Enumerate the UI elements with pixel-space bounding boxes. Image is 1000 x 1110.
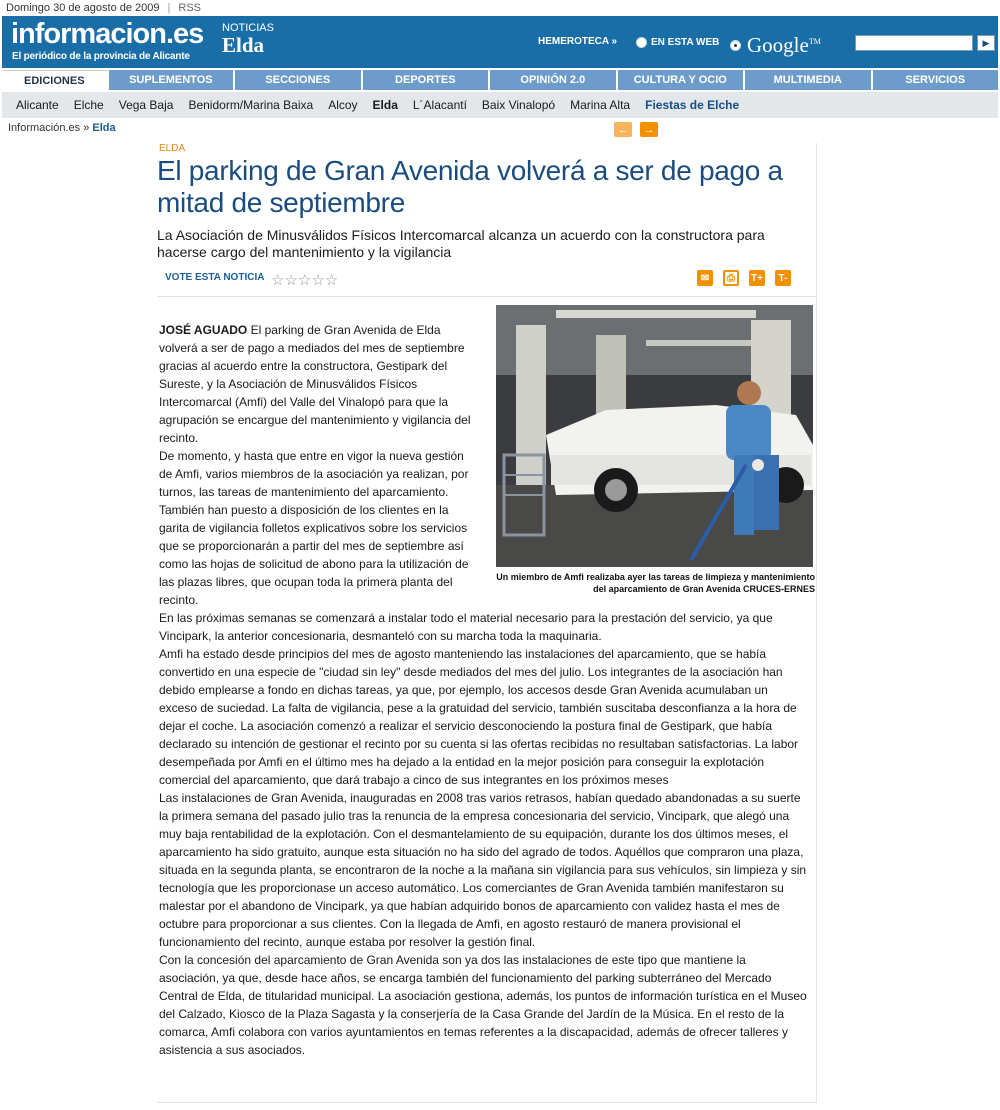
site-logo[interactable] — [2, 16, 207, 68]
search-option-web[interactable] — [636, 37, 719, 48]
nav-tab-multimedia[interactable]: MULTIMEDIA — [745, 70, 870, 90]
google-logo: Google™ — [747, 33, 821, 57]
logo-tagline: El periódico de la provincia de Alicante — [12, 51, 190, 62]
radio-web[interactable] — [636, 37, 647, 48]
divider — [157, 296, 816, 297]
prev-arrow-icon[interactable]: ← — [614, 122, 632, 137]
subnav-item-elda[interactable]: Elda — [372, 98, 398, 112]
subnav-item-fiestas-de-elche[interactable]: Fiestas de Elche — [645, 98, 740, 112]
logo-wordmark: informacion.es — [11, 18, 204, 50]
subnav-item-alicante[interactable]: Alicante — [16, 98, 59, 112]
article-tools — [157, 270, 816, 290]
radio-web-label: EN ESTA WEB — [651, 37, 720, 48]
subnav-item-alcoy[interactable]: Alcoy — [328, 98, 358, 112]
article-subtitle: La Asociación de Minusválidos Físicos Intercomarcal alcanza un acuerdo con la constructora para hacerse cargo del mantenimiento y la vigilancia — [157, 227, 765, 260]
radio-google[interactable] — [730, 40, 741, 51]
search-option-google[interactable] — [730, 33, 821, 58]
font-increase-icon[interactable]: T+ — [749, 270, 765, 286]
search-input[interactable] — [855, 35, 973, 51]
separator: | — [167, 2, 171, 14]
article-headline: El parking de Gran Avenida volverá a ser de pago a mitad de septiembre — [157, 155, 783, 218]
photo-caption: Un miembro de Amfi realizaba ayer las tareas de limpieza y mantenimiento del aparcamiento de Gran Avenida CRUCES-ERNES — [496, 572, 815, 594]
paragraph-1: JOSÉ AGUADO El parking de Gran Avenida de Elda volverá a ser de pago a mediados del mes de septiembre gracias al acuerdo entre la constructora, Gestipark del Sureste, y la Asociación de Minusválidos Físicos Intercomarcal (Amfi) del Valle del Vinalopó para que la agrupación se encargue del mantenimiento y vigilancia del recinto. — [159, 323, 471, 445]
paragraph-3: En las próximas semanas se comenzará a instalar todo el material necesario para la prestación del servicio, ya que Vincipark, la anterior concesionaria, desmanteló con su marcha toda la maquinaria. — [159, 611, 773, 643]
site-header — [2, 16, 998, 68]
nav-tab-servicios[interactable]: SERVICIOS — [873, 70, 998, 90]
article-pager — [614, 122, 658, 137]
star-icon[interactable]: ☆ — [271, 272, 285, 289]
rss-link[interactable]: RSS — [178, 2, 201, 14]
section-city: Elda — [222, 33, 265, 57]
hemeroteca-link[interactable]: HEMEROTECA » — [538, 36, 618, 47]
nav-tab-suplementos[interactable]: SUPLEMENTOS — [109, 70, 234, 90]
star-icon[interactable]: ☆ — [297, 272, 312, 289]
paragraph-2: De momento, y hasta que entre en vigor la nueva gestión de Amfi, varios miembros de la asociación ya realizan, por turnos, las tareas de mantenimiento del aparcamiento. También han puesto a disposición de los clientes en la garita de vigilancia folletos explicativos sobre los servicios que se proporcionarán a partir del mes de septiembre así como las hojas de solicitud de abono para la utilización de las plazas libres, que ocupan toda la primera planta del recinto. — [159, 449, 469, 607]
nav-tab-deportes[interactable]: DEPORTES — [363, 70, 488, 90]
nav-tab-ediciones[interactable]: EDICIONES — [2, 70, 107, 90]
vote-label: VOTE ESTA NOTICIA — [165, 272, 265, 283]
next-arrow-icon[interactable]: → — [640, 122, 658, 137]
print-icon[interactable]: ⎙ — [723, 270, 739, 286]
editions-subnav — [2, 92, 998, 118]
section-kicker: NOTICIAS — [222, 22, 274, 34]
star-icon[interactable]: ☆ — [324, 272, 339, 289]
article-section[interactable]: ELDA — [159, 143, 186, 154]
current-date: Domingo 30 de agosto de 2009 — [6, 2, 160, 14]
paragraph-5: Las instalaciones de Gran Avenida, inauguradas en 2008 tras varios retrasos, habían quedado abandonadas a su suerte la primera semana del pasado julio tras la renuncia de la empresa concesionaria del servicio, Vincipark, que alegó una muy baja rentabilidad de la explotación. Con el desmantelamiento de su equipación, durante los dos últimos meses, el aparcamiento ha sido gratuito, aunque esta situación no ha sido del agrado de todos. Aquéllos que compraron una plaza, situada en la segunda planta, se encontraron de la noche a la mañana sin vigilancia para sus vehículos, sin limpieza y sin tecnología que les proporcionase un acceso automático. Los comerciantes de Gran Avenida también manifestaron su malestar por el abandono de Vincipark, ya que habían adquirido bonos de aparcamiento con validez hasta el mes de octubre para proporcionar a sus clientes. Con la llegada de Amfi, en agosto restauró de manera provisional el funcionamiento del recinto, aunque estaba por resolver la gestión final. — [159, 791, 807, 949]
subnav-item-vega-baja[interactable]: Vega Baja — [118, 98, 174, 112]
subnav-item-elche[interactable]: Elche — [73, 98, 104, 112]
section-title — [222, 22, 274, 58]
main-navigation — [2, 70, 998, 90]
email-icon[interactable]: ✉ — [697, 270, 713, 286]
nav-tab-opini-n-2-0[interactable]: OPINIÓN 2.0 — [490, 70, 615, 90]
subnav-item-marina-alta[interactable]: Marina Alta — [570, 98, 631, 112]
breadcrumb — [8, 122, 116, 134]
rating-stars — [271, 271, 338, 289]
subnav-item-baix-vinalop-[interactable]: Baix Vinalopó — [481, 98, 556, 112]
tool-icons — [697, 270, 791, 286]
breadcrumb-sep: » — [80, 122, 93, 134]
search-go-button[interactable]: ▶ — [977, 35, 995, 51]
paragraph-4: Amfi ha estado desde principios del mes de agosto manteniendo las instalaciones del aparcamiento, que se había convertido en una especie de "ciudad sin ley" desde mediados del mes del julio. Los integrantes de la asociación han debido emplearse a fondo en dichas tareas, ya que, por ejemplo, los accesos desde Gran Avenida acumulaban un exceso de suciedad. La falta de vigilancia, pese a la gratuidad del servicio, también suscitaba desconfianza a la hora de dejar el coche. La asociación comenzó a realizar el servicio desconociendo la postura final de Gestipark, que había declarado su intención de gestionar el recinto por su cuenta si las ofertas recibidas no resultaban satisfactorias. La labor desempeñada por Amfi en el último mes ha dejado a la entidad en la mejor posición para conseguir la explotación comercial del aparcamiento, que dará trabajo a cinco de sus integrantes en los próximos meses — [159, 647, 799, 787]
breadcrumb-current[interactable]: Elda — [92, 122, 116, 134]
star-icon[interactable]: ☆ — [311, 272, 325, 289]
byline: JOSÉ AGUADO — [159, 323, 248, 337]
article-body — [159, 321, 809, 1059]
subnav-item-benidorm-marina-baixa[interactable]: Benidorm/Marina Baixa — [188, 98, 314, 112]
paragraph-6: Con la concesión del aparcamiento de Gran Avenida son ya dos las instalaciones de este tipo que mantiene la asociación, ya que, desde hace años, se encarga también del funcionamiento del parking subterráneo del Mercado Central de Elda, de titularidad municipal. La asociación gestiona, además, los puntos de información turística en el Museo del Calzado, Kiosco de la Plaza Sagasta y la conserjería de la Casa Grande del Jardín de la Música. En el resto de la comarca, Amfi colabora con varios ayuntamientos en temas referentes a la discapacidad, además de ofrecer talleres y asistencia a sus asociados. — [159, 953, 807, 1057]
article — [157, 143, 817, 1103]
star-icon[interactable]: ☆ — [284, 272, 298, 289]
subnav-item-l-alacant-[interactable]: L´Alacantí — [412, 98, 467, 112]
bottom-rule — [157, 1102, 817, 1103]
nav-tab-secciones[interactable]: SECCIONES — [235, 70, 360, 90]
date-bar — [0, 0, 1000, 16]
breadcrumb-home[interactable]: Información.es — [8, 122, 81, 134]
nav-tab-cultura-y-ocio[interactable]: CULTURA Y OCIO — [618, 70, 743, 90]
font-decrease-icon[interactable]: T- — [775, 270, 791, 286]
